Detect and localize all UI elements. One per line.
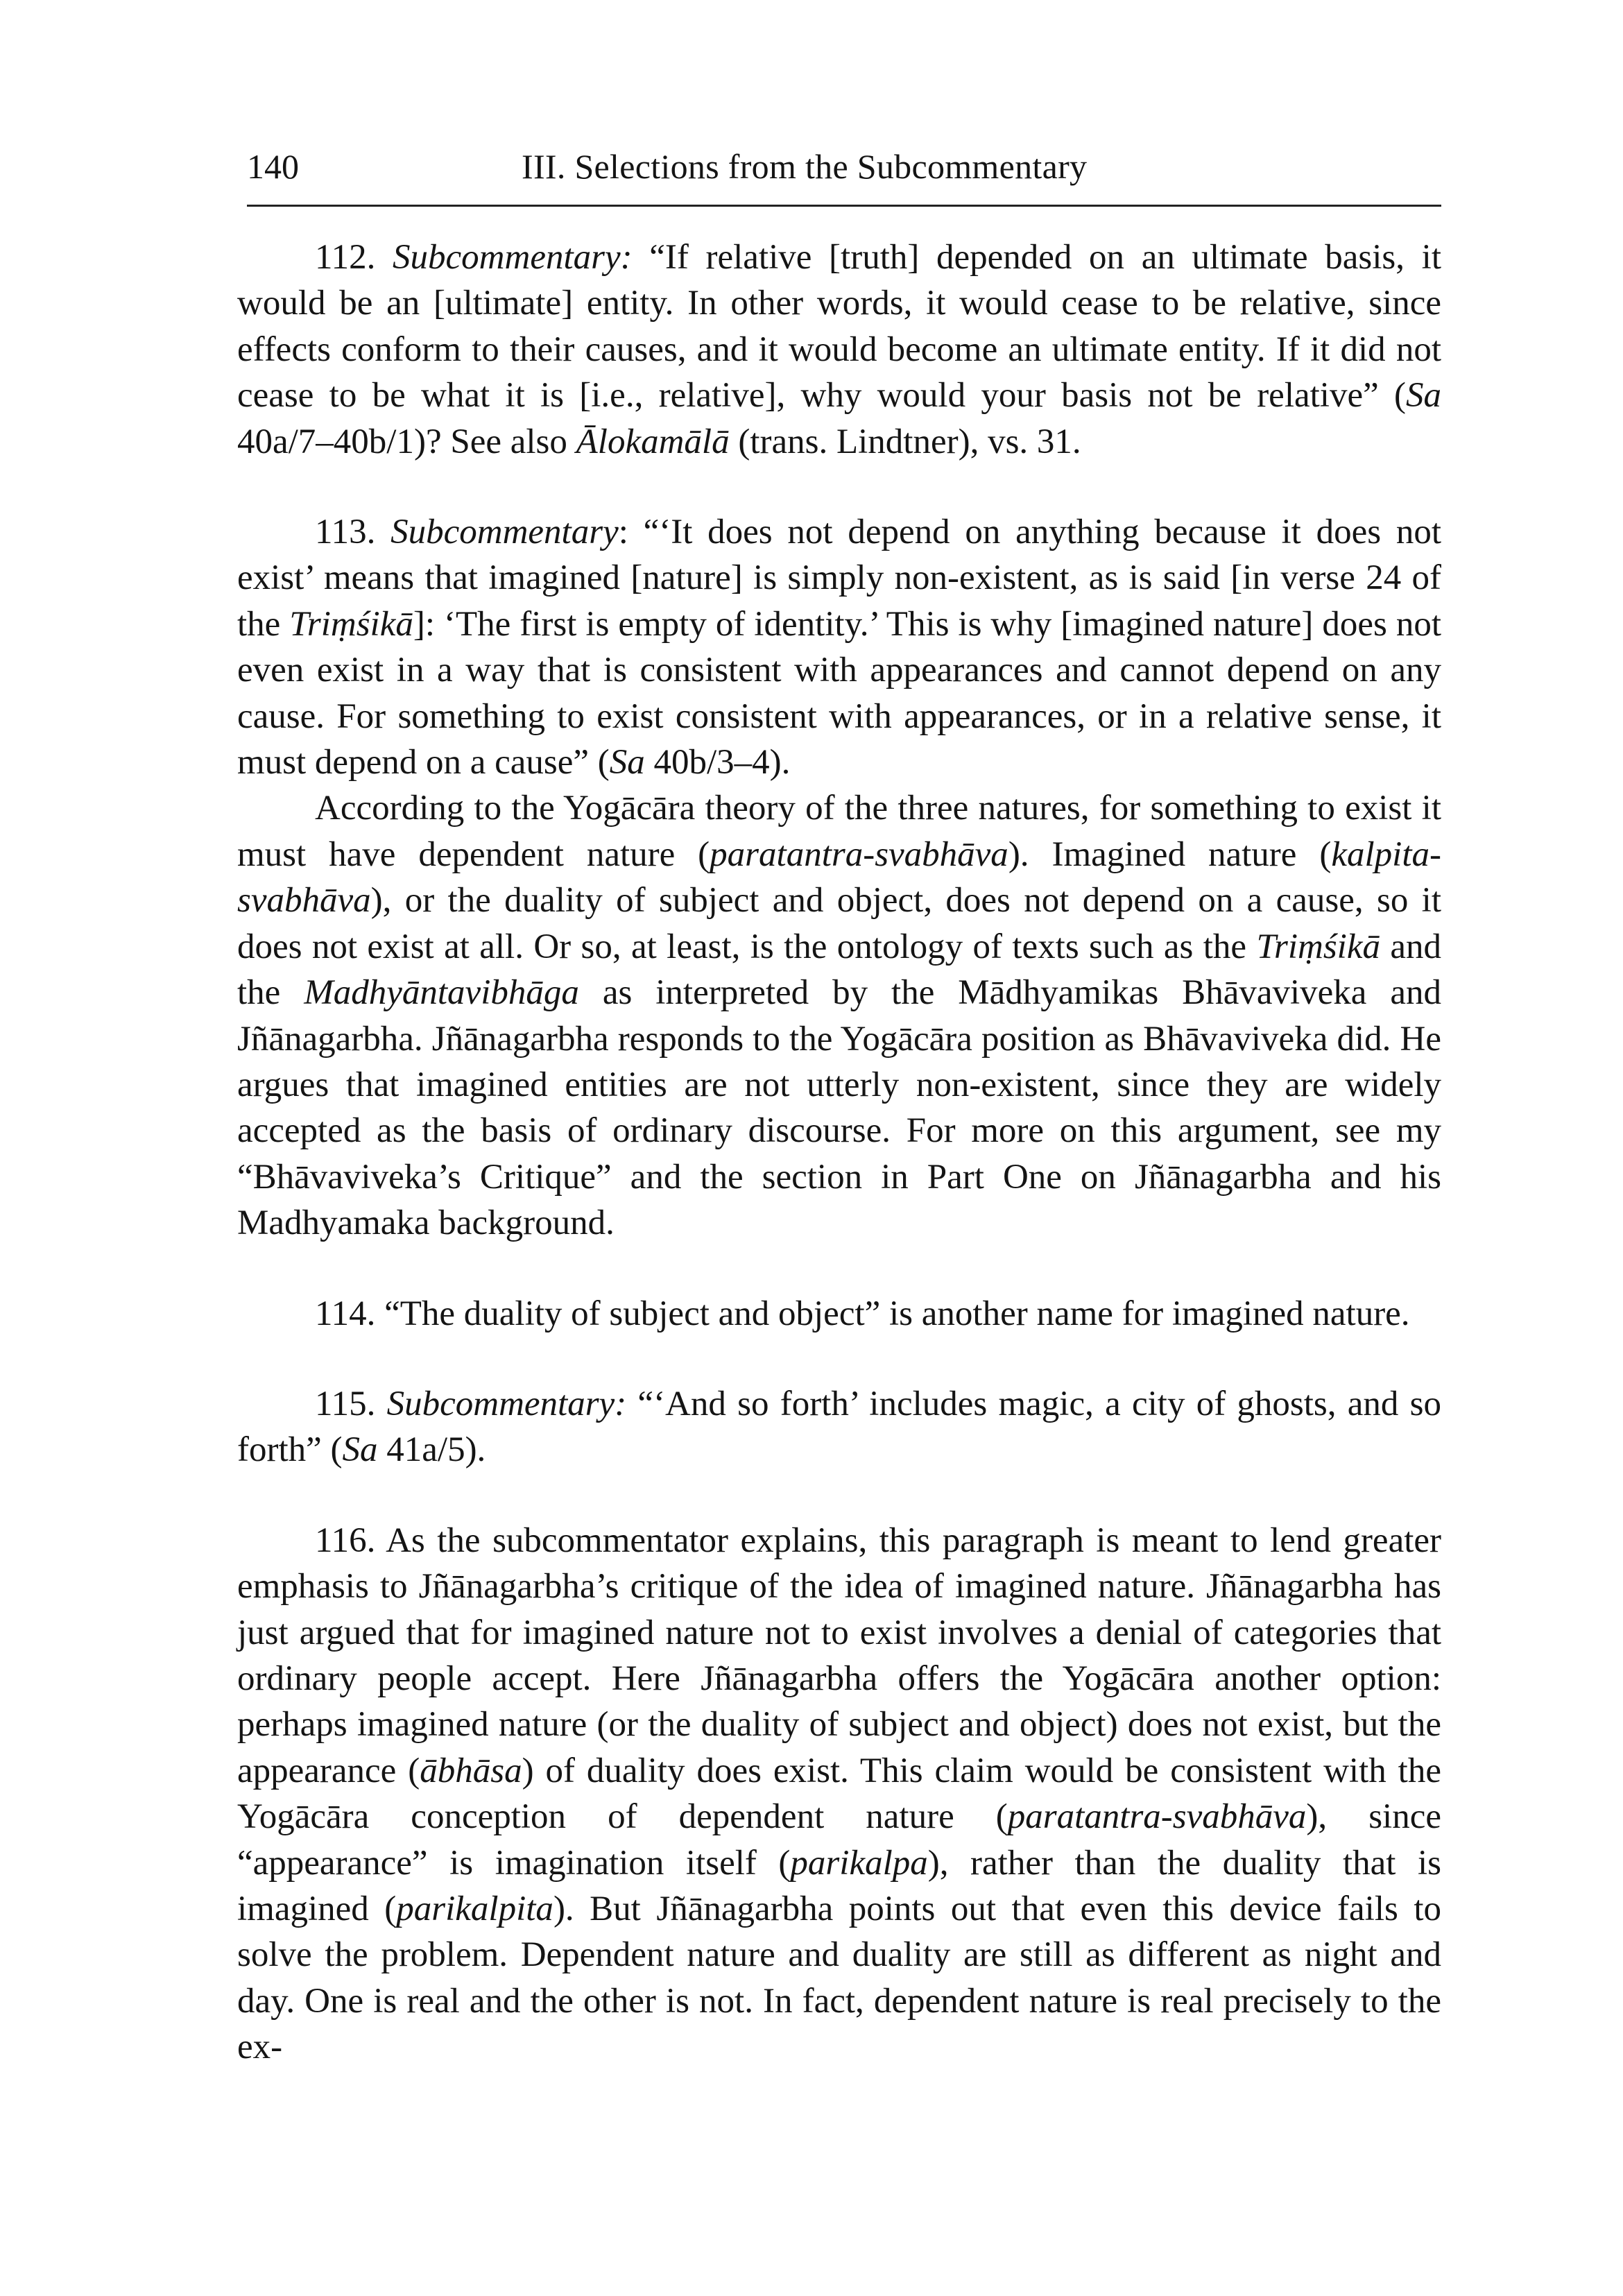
citation-abbrev: Sa [342,1430,378,1470]
work-title: Ālokamālā [576,422,730,461]
source-label: Subcommentary: [386,1384,627,1423]
page-number: 140 [247,147,299,186]
work-title: Triṃśikā [289,604,413,644]
note-113: 113. Subcommentary: “‘It does not depend on anything because it does not exist’ means that imagined [nature] is simply non-existent, as is said [in verse 24 of the Triṃśikā]: ‘The first is empty of identity.’ This is why [imagined nature] does not even exist in a way that is consistent with appearances and cannot depend on any cause. For something to exist consistent with appearances, or in a relative sense, it must depend on a cause” (Sa 40b/3–4). [237,513,1442,782]
running-header [247,142,1441,207]
source-label: Subcommentary: [393,238,633,277]
sanskrit-term: parikalpa [790,1843,928,1883]
work-title: Madhyāntavibhāga [304,973,579,1013]
source-label: Subcommentary [390,513,619,552]
citation-abbrev: Sa [609,743,645,782]
sanskrit-term: paratantra-svabhāva [710,834,1008,874]
note-115: 115. Subcommentary: “‘And so forth’ includes magic, a city of ghosts, and so forth” (Sa 41a/5). [237,1384,1441,1470]
sanskrit-term: ābhāsa [420,1751,522,1790]
sanskrit-term: paratantra-svabhāva [1007,1797,1307,1837]
work-title: Triṃśikā [1256,927,1380,966]
notes-body [237,234,1441,2071]
note-114: 114. “The duality of subject and object” is another name for imagined nature. [315,1294,1410,1333]
note-number: 112. [315,238,393,277]
note-113-continuation: According to the Yogācāra theory of the three natures, for something to exist it must have dependent nature (paratantra-svabhāva). Imagined nature (kalpita-svabhāva), or the duality of subject and object, does not depend on a cause, so it does not exist at all. Or so, at least, is the ontology of texts such as the Triṃśikā and the Madhyāntavibhāga as interpreted by the Mādhyamikas Bhāvaviveka and Jñānagarbha. Jñānagarbha responds to the Yogācāra position as Bhāvaviveka did. He argues that imagined entities are not utterly non-existent, since they are widely accepted as the basis of ordinary discourse. For more on this argument, see my “Bhāvaviveka’s Critique” and the section in Part One on Jñānagarbha and his Madhyamaka background. [237,789,1442,1243]
note-112: 112. Subcommentary: “If relative [truth] depended on an ultimate basis, it would be an [ultimate] entity. In other words, it would cease to be relative, since effects conform to their causes, and it would become an ultimate entity. If it did not cease to be what it is [i.e., relative], why would your basis not be relative” (Sa 40a/7–40b/1)? See also Ālokamālā (trans. Lindtner), vs. 31. [237,238,1442,461]
note-116: 116. As the subcommentator explains, this paragraph is meant to lend greater emphasis to Jñānagarbha’s critique of the idea of imagined nature. Jñānagarbha has just argued that for imagined nature not to exist involves a denial of categories that ordinary people accept. Here Jñānagarbha offers the Yogācāra another option: perhaps imagined nature (or the duality of subject and object) does not exist, but the appearance (ābhāsa) of duality does exist. This claim would be consistent with the Yogācāra conception of dependent nature (paratantra-svabhāva), since “appearance” is imagination itself (parikalpa), rather than the duality that is imagined (parikalpita). But Jñānagarbha points out that even this device fails to solve the problem. Dependent nature and duality are still as different as night and day. One is real and the other is not. In fact, dependent nature is real precisely to the ex- [237,1520,1442,2067]
citation-abbrev: Sa [1406,376,1441,415]
running-title: III. Selections from the Subcommentary [522,147,1088,186]
sanskrit-term: parikalpita [396,1890,553,1928]
sanskrit-term: kalpita-svabhāva [237,834,1441,920]
note-number: 114. [315,1294,385,1333]
note-number: 113. [315,513,391,552]
note-number: 115. [315,1384,387,1423]
note-number: 116. [315,1520,386,1560]
